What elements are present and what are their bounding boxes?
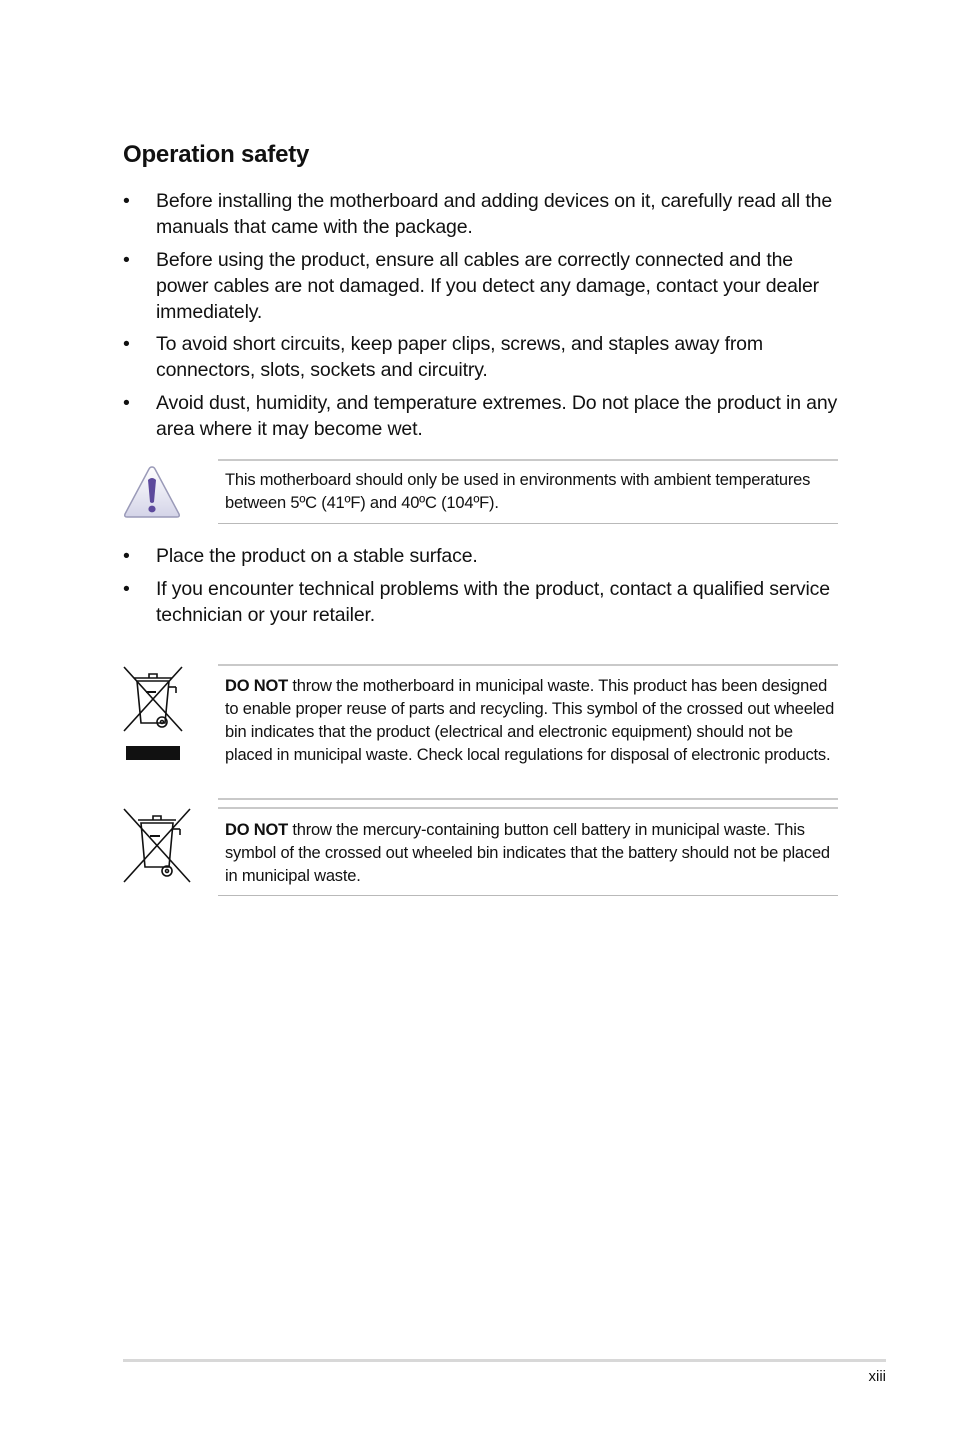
list-item: • Before using the product, ensure all cables are correctly connected and the power cables are not damaged. If you detect any damage, contact your dealer immediately.: [123, 248, 819, 323]
safety-list-top: [123, 188, 843, 448]
section-title: Operation safety: [123, 141, 310, 168]
list-item: • Place the product on a stable surface.: [123, 545, 478, 567]
list-item: • If you encounter technical problems with the product, contact a qualified service technician or your retailer.: [123, 577, 830, 626]
list-item: • Before installing the motherboard and adding devices on it, carefully read all the manuals that came with the package.: [123, 190, 833, 238]
battery-note-text: DO NOT throw the mercury-containing button cell battery in municipal waste. This symbol of the crossed out wheeled bin indicates that the battery should not be placed in municipal waste.: [225, 821, 830, 885]
caution-note-text: This motherboard should only be used in environments with ambient temperatures between 5ºC (41ºF) and 40ºC (104ºF).: [225, 471, 811, 512]
weee-note-text: DO NOT throw the motherboard in municipal waste. This product has been designed to enable proper reuse of parts and recycling. This symbol of the crossed out wheeled bin indicates that the product (electrical and electronic equipment) should not be placed in municipal waste. Check local regulations for disposal of electronic products.: [225, 677, 835, 764]
crossed-bin-icon: [121, 807, 193, 885]
crossed-bin-icon: [121, 665, 185, 763]
list-item: • To avoid short circuits, keep paper clips, screws, and staples away from connectors, slots, sockets and circuitry.: [123, 333, 763, 381]
footer-divider: [123, 1359, 886, 1362]
weee-note: [218, 664, 838, 800]
caution-note: [218, 459, 838, 524]
page-number: xiii: [868, 1368, 886, 1385]
battery-note: [218, 807, 838, 896]
list-item: • Avoid dust, humidity, and temperature extremes. Do not place the product in any area where it may become wet.: [123, 391, 838, 440]
safety-list-bottom: [123, 543, 843, 634]
caution-icon: [122, 462, 182, 520]
